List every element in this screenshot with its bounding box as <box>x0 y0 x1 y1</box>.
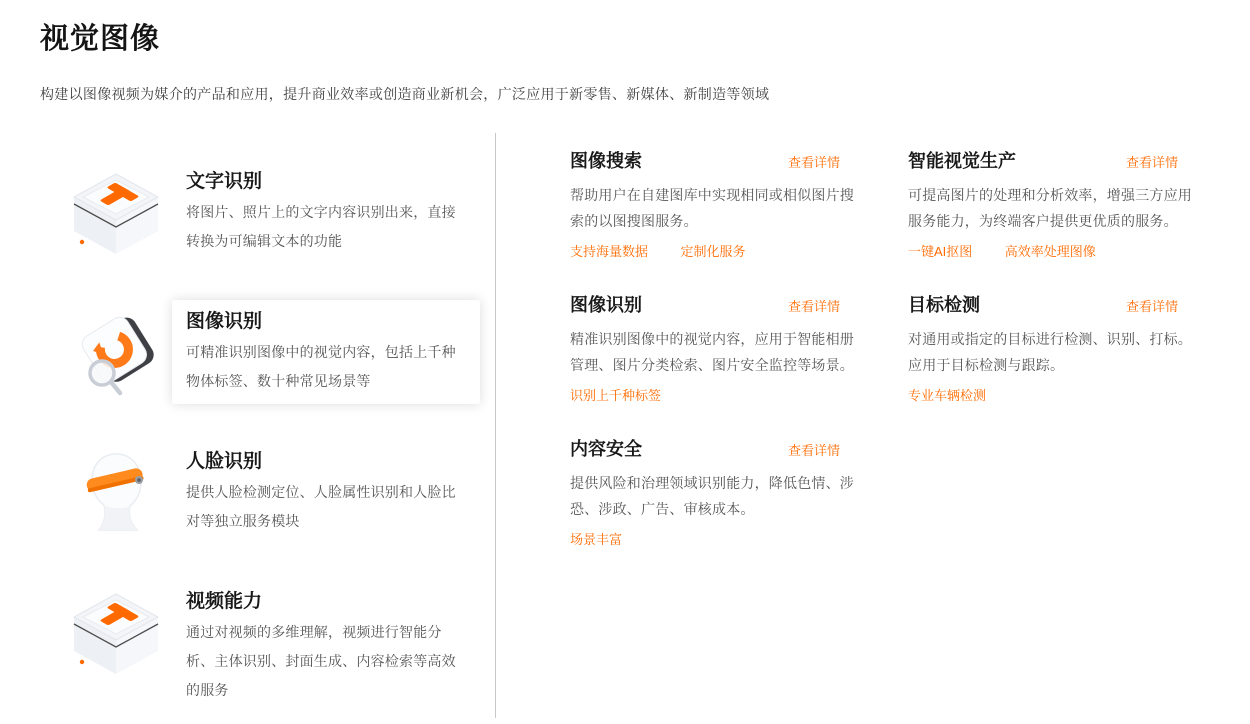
page-title: 视觉图像 <box>40 23 161 55</box>
card-tags <box>570 528 858 552</box>
view-details-link[interactable]: 查看详情 <box>1125 155 1178 170</box>
vertical-divider <box>495 133 496 718</box>
product-card-image-search <box>570 148 858 264</box>
card-description: 帮助用户在自建图库中实现相同或相似图片搜索的以图搜图服务。 <box>570 187 854 229</box>
card-title: 图像搜索 <box>570 151 642 171</box>
card-header <box>570 292 858 318</box>
card-tags <box>908 384 1196 408</box>
menu-item-title: 人脸识别 <box>186 451 263 472</box>
product-card-image-recognition <box>570 292 858 408</box>
menu-item-desc: 提供人脸检测定位、人脸属性识别和人脸比对等独立服务模块 <box>186 484 456 529</box>
card-tags <box>570 384 858 408</box>
menu-item-face-recognition[interactable] <box>66 440 480 544</box>
video-capability-cube-icon <box>66 586 166 680</box>
image-recognition-search-icon <box>66 306 166 400</box>
card-header <box>908 292 1196 318</box>
face-recognition-head-icon <box>66 446 166 540</box>
ocr-cube-icon <box>66 166 166 260</box>
card-tags <box>570 240 858 264</box>
menu-item-desc: 将图片、照片上的文字内容识别出来，直接转换为可编辑文本的功能 <box>186 204 456 249</box>
view-details-link[interactable]: 查看详情 <box>787 155 840 170</box>
card-tags <box>908 240 1196 264</box>
menu-item-title: 图像识别 <box>186 311 263 332</box>
menu-item-text-block <box>172 440 480 544</box>
feature-tag-link[interactable]: 一键AI抠图 <box>908 244 973 259</box>
card-title: 内容安全 <box>570 439 642 459</box>
feature-tag-link[interactable]: 支持海量数据 <box>570 244 649 259</box>
card-header <box>570 148 858 174</box>
product-card-content-security <box>570 436 858 552</box>
feature-tag-link[interactable]: 专业车辆检测 <box>908 388 987 403</box>
card-description: 可提高图片的处理和分析效率，增强三方应用服务能力，为终端客户提供更优质的服务。 <box>908 187 1192 229</box>
menu-item-desc: 通过对视频的多维理解，视频进行智能分析、主体识别、封面生成、内容检索等高效的服务 <box>186 624 456 698</box>
feature-tag-link[interactable]: 高效率处理图像 <box>1004 244 1096 259</box>
view-details-link[interactable]: 查看详情 <box>787 299 840 314</box>
menu-item-title: 视频能力 <box>186 591 263 612</box>
card-description: 精准识别图像中的视觉内容，应用于智能相册管理、图片分类检索、图片安全监控等场景。 <box>570 331 854 373</box>
card-title: 图像识别 <box>570 295 642 315</box>
page-subtitle: 构建以图像视频为媒介的产品和应用，提升商业效率或创造商业新机会，广泛应用于新零售、新媒体、新制造等领域 <box>40 86 770 102</box>
menu-item-video-capability[interactable] <box>66 580 480 713</box>
card-title: 目标检测 <box>908 295 980 315</box>
card-header <box>570 436 858 462</box>
card-title: 智能视觉生产 <box>908 151 1016 171</box>
card-header <box>908 148 1196 174</box>
card-description: 提供风险和治理领域识别能力，降低色情、涉恐、涉政、广告、审核成本。 <box>570 475 854 517</box>
menu-item-desc: 可精准识别图像中的视觉内容，包括上千种物体标签、数十种常见场景等 <box>186 344 456 389</box>
product-card-object-detection <box>908 292 1196 408</box>
feature-tag-link[interactable]: 识别上千种标签 <box>570 388 662 403</box>
view-details-link[interactable]: 查看详情 <box>787 443 840 458</box>
menu-item-image-recognition[interactable] <box>66 300 480 404</box>
menu-item-text-block <box>172 580 480 713</box>
left-product-menu <box>66 160 480 724</box>
menu-item-title: 文字识别 <box>186 171 263 192</box>
menu-item-text-block <box>172 160 480 264</box>
feature-tag-link[interactable]: 定制化服务 <box>680 244 746 259</box>
feature-tag-link[interactable]: 场景丰富 <box>570 532 623 547</box>
product-card-intelligent-visual-production <box>908 148 1196 264</box>
card-description: 对通用或指定的目标进行检测、识别、打标。应用于目标检测与跟踪。 <box>908 331 1192 373</box>
view-details-link[interactable]: 查看详情 <box>1125 299 1178 314</box>
menu-item-text-recognition[interactable] <box>66 160 480 264</box>
product-cards-grid <box>570 148 1206 552</box>
menu-item-text-block <box>172 300 480 404</box>
